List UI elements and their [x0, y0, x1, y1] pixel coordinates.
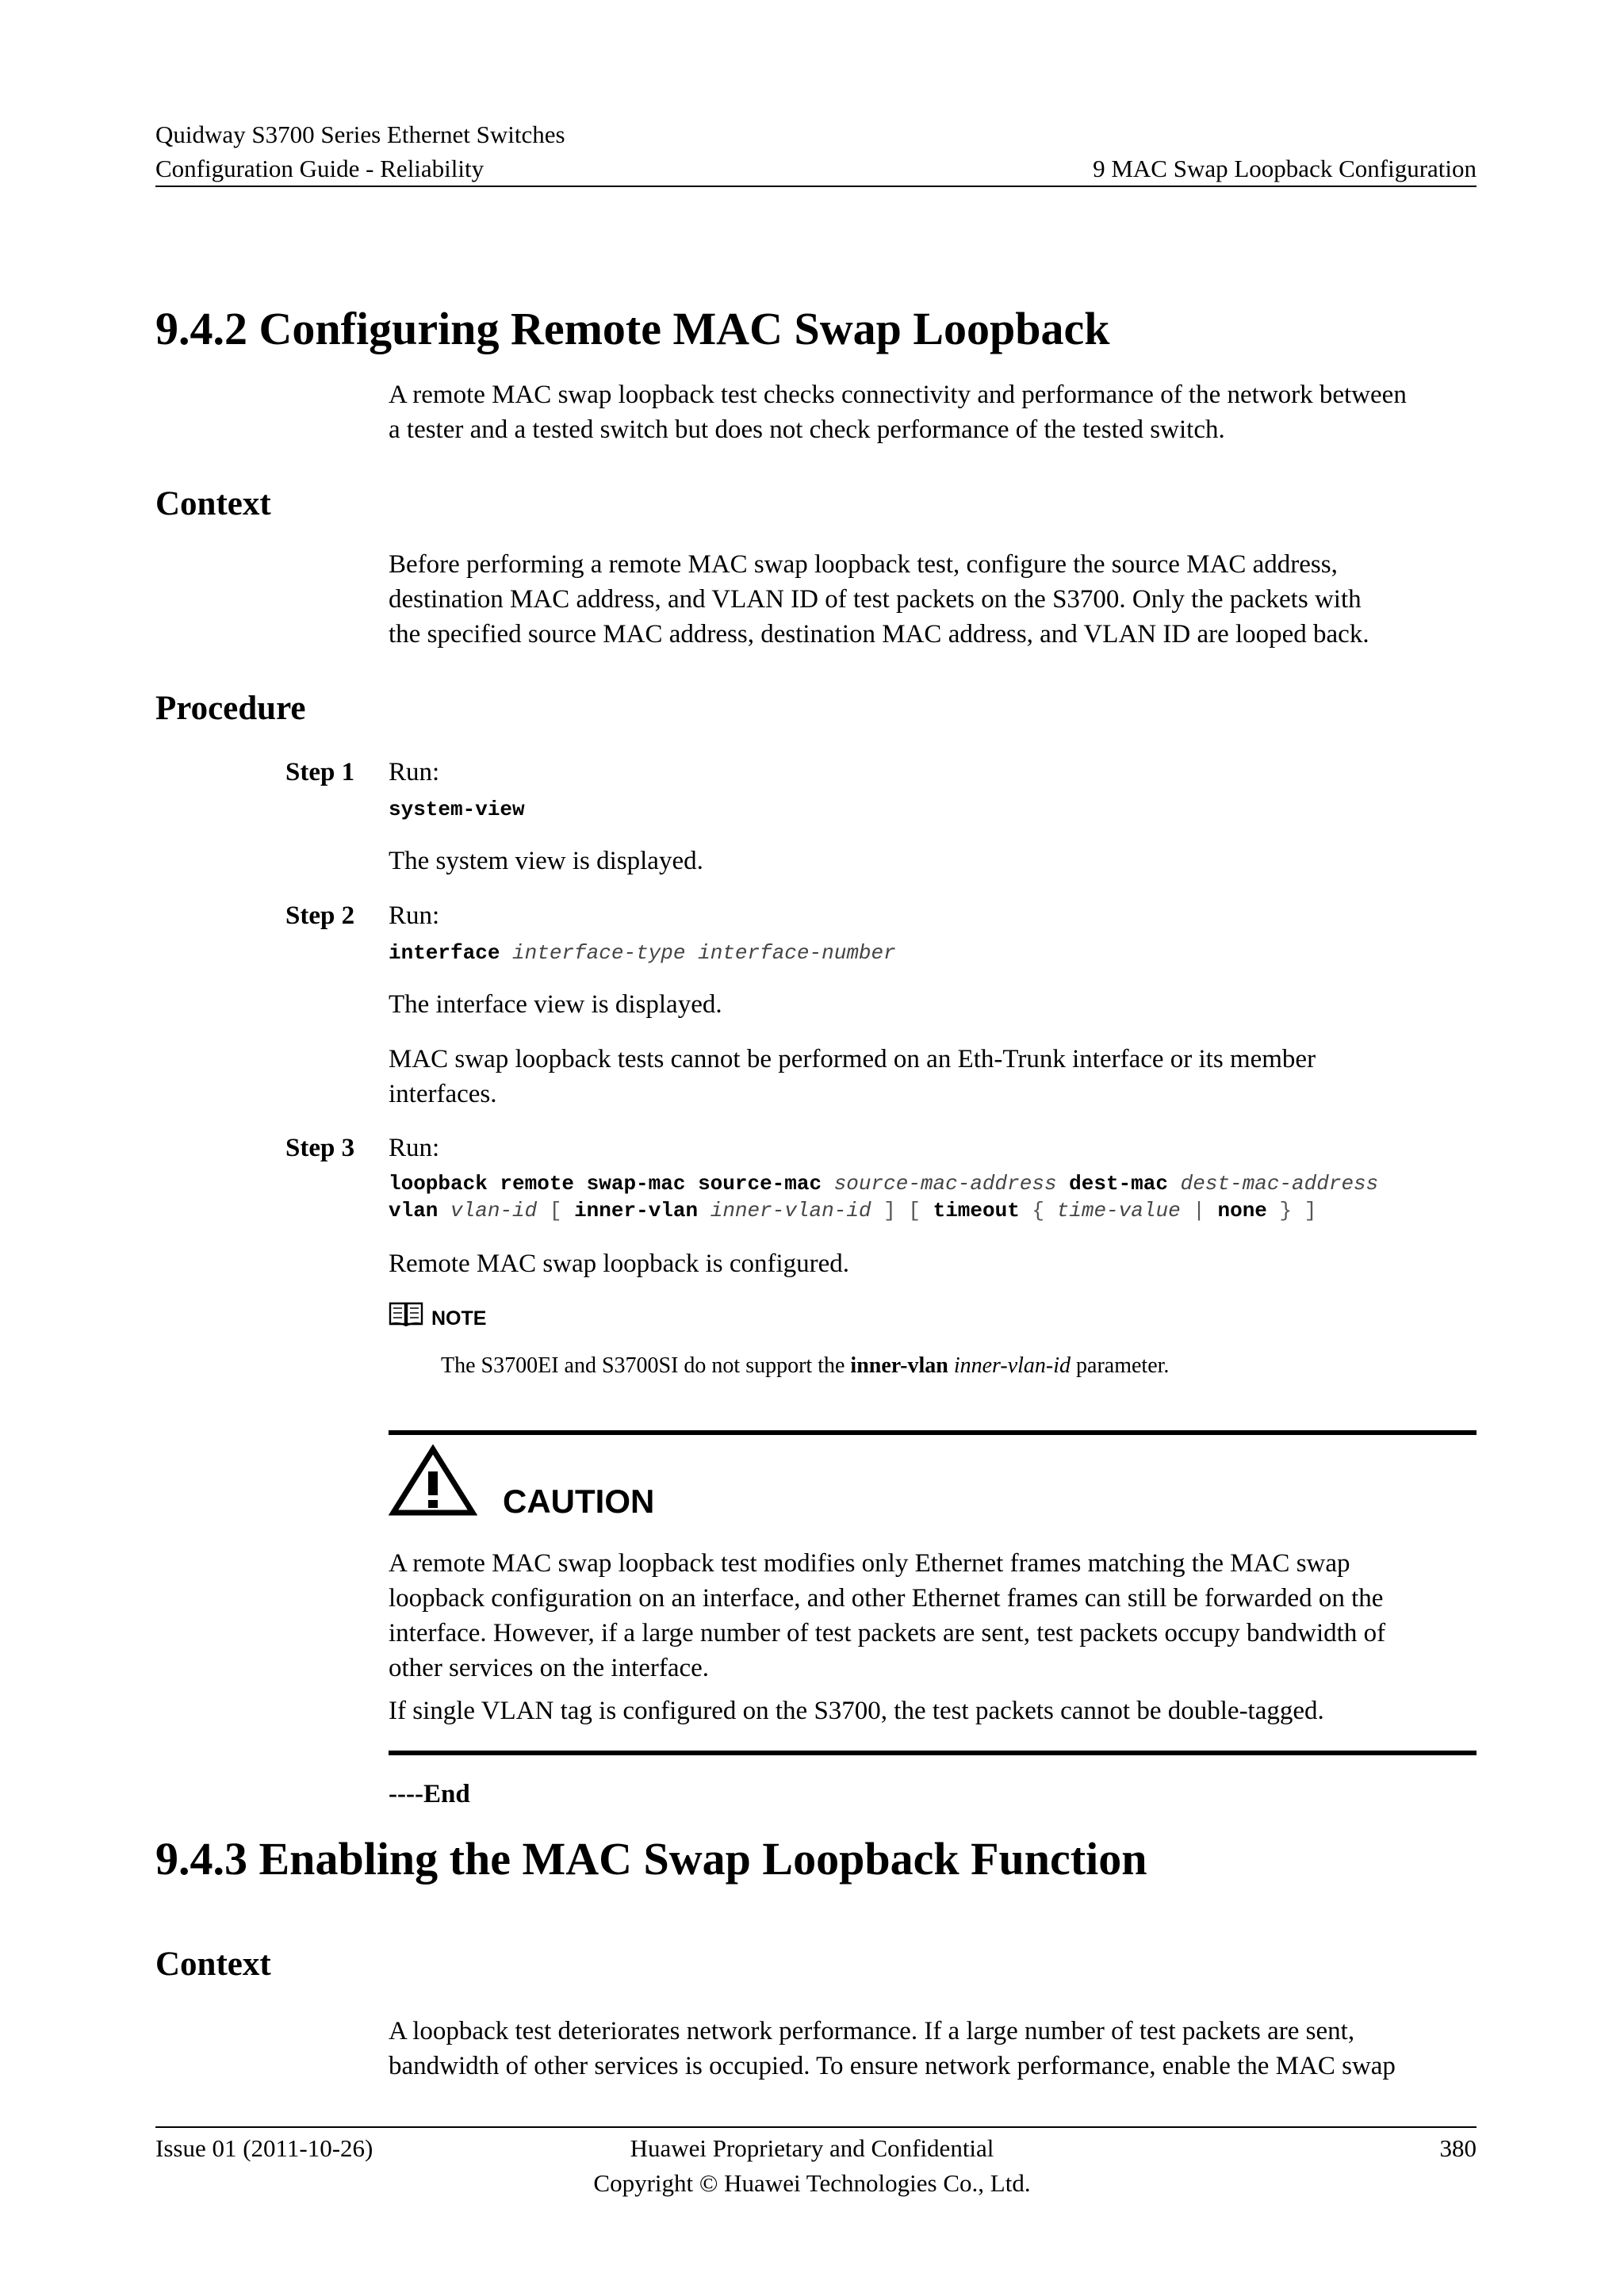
- procedure-end-marker: ----End: [389, 1780, 470, 1808]
- footer-confidential: Huawei Proprietary and Confidential: [630, 2134, 994, 2162]
- step-2-run: Run:: [389, 901, 440, 930]
- header-guide-title: Configuration Guide - Reliability: [155, 155, 485, 182]
- step-2-extra-line-1: MAC swap loopback tests cannot be performed on an Eth-Trunk interface or its member: [389, 1045, 1316, 1073]
- header-doc-title: Quidway S3700 Series Ethernet Switches: [155, 121, 565, 148]
- step-3-command-line-1: loopback remote swap-mac source-mac source-mac-address dest-mac dest-mac-address: [389, 1172, 1379, 1196]
- section-title-942: 9.4.2 Configuring Remote MAC Swap Loopback: [155, 303, 1110, 354]
- step-1-label: Step 1: [285, 758, 355, 786]
- caution-line-3: interface. However, if a large number of test packets are sent, test packets occupy bandwidth of: [389, 1619, 1386, 1647]
- caution-line-4: other services on the interface.: [389, 1654, 710, 1682]
- footer-rule: [155, 2126, 1477, 2128]
- intro-line-1: A remote MAC swap loopback test checks connectivity and performance of the network between: [389, 381, 1407, 409]
- note-text: The S3700EI and S3700SI do not support the inner-vlan inner-vlan-id parameter.: [441, 1353, 1170, 1378]
- intro-line-2: a tester and a tested switch but does not check performance of the tested switch.: [389, 415, 1225, 444]
- note-label: NOTE: [431, 1307, 487, 1330]
- step-2-extra-line-2: interfaces.: [389, 1080, 497, 1108]
- step-3-label: Step 3: [285, 1134, 355, 1162]
- context-943-line-1: A loopback test deteriorates network performance. If a large number of test packets are sent,: [389, 2017, 1355, 2045]
- caution-line-1: A remote MAC swap loopback test modifies only Ethernet frames matching the MAC swap: [389, 1549, 1350, 1578]
- caution-label: CAUTION: [503, 1483, 655, 1520]
- procedure-heading: Procedure: [155, 690, 306, 727]
- step-2-label: Step 2: [285, 901, 355, 930]
- caution-line-2: loopback configuration on an interface, and other Ethernet frames can still be forwarded on the: [389, 1584, 1384, 1613]
- caution-line-5: If single VLAN tag is configured on the S3700, the test packets cannot be double-tagged.: [389, 1697, 1324, 1725]
- footer-issue: Issue 01 (2011-10-26): [155, 2134, 373, 2162]
- step-2-command: interface interface-type interface-number: [389, 941, 896, 965]
- step-3-result: Remote MAC swap loopback is configured.: [389, 1249, 850, 1278]
- step-1-result: The system view is displayed.: [389, 847, 703, 875]
- context-line-1: Before performing a remote MAC swap loopback test, configure the source MAC address,: [389, 550, 1338, 579]
- context-heading-943: Context: [155, 1946, 271, 1983]
- footer-copyright: Copyright © Huawei Technologies Co., Ltd.: [593, 2169, 1031, 2197]
- context-heading: Context: [155, 485, 271, 522]
- footer-page-number: 380: [1439, 2134, 1477, 2162]
- warning-triangle-icon: [389, 1445, 477, 1521]
- section-title-943: 9.4.3 Enabling the MAC Swap Loopback Function: [155, 1833, 1147, 1885]
- context-943-line-2: bandwidth of other services is occupied. To ensure network performance, enable the MAC swap: [389, 2052, 1396, 2080]
- header-rule: [155, 186, 1477, 187]
- caution-top-rule: [389, 1430, 1477, 1435]
- context-line-2: destination MAC address, and VLAN ID of test packets on the S3700. Only the packets with: [389, 585, 1362, 614]
- caution-bottom-rule: [389, 1751, 1477, 1755]
- step-3-run: Run:: [389, 1134, 440, 1162]
- step-1-run: Run:: [389, 758, 440, 786]
- step-1-command: system-view: [389, 798, 525, 821]
- book-icon: [389, 1300, 423, 1331]
- context-line-3: the specified source MAC address, destination MAC address, and VLAN ID are looped back.: [389, 620, 1369, 649]
- step-3-command-line-2: vlan vlan-id [ inner-vlan inner-vlan-id ] [ timeout { time-value | none } ]: [389, 1199, 1317, 1223]
- header-chapter-title: 9 MAC Swap Loopback Configuration: [1093, 155, 1477, 182]
- step-2-result: The interface view is displayed.: [389, 990, 722, 1019]
